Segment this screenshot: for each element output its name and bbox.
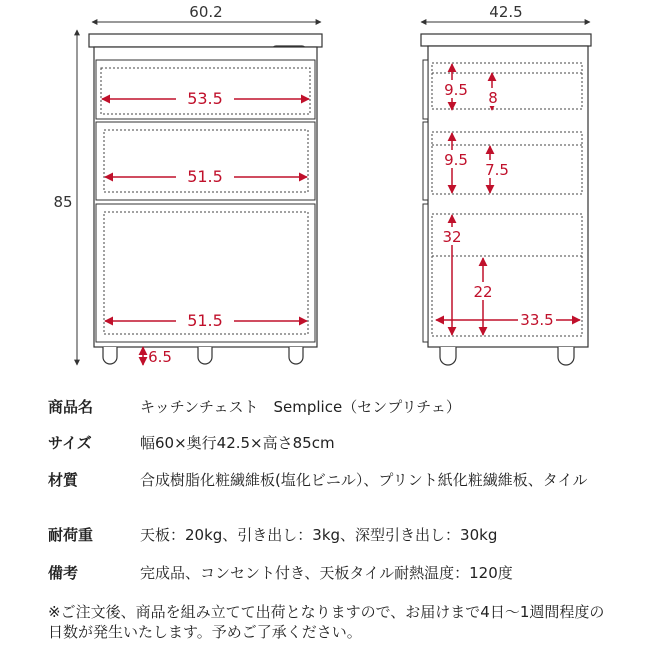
spec-label: サイズ	[48, 434, 92, 452]
side-d1-outer-label: 9.5	[444, 81, 468, 99]
front-d1-label: 53.5	[187, 89, 223, 108]
side-depth-label: 42.5	[489, 3, 523, 21]
side-view	[421, 3, 591, 365]
front-view	[53, 3, 322, 366]
front-caster-right	[289, 347, 303, 364]
spec-label: 材質	[48, 471, 79, 489]
side-inner-depth-label: 33.5	[520, 311, 554, 329]
spec-label: 耐荷重	[48, 526, 94, 544]
side-caster-left	[440, 347, 456, 365]
front-d3-label: 51.5	[187, 311, 223, 330]
side-d1-inner-label: 8	[488, 89, 498, 107]
side-d3-inner-label: 22	[473, 283, 493, 301]
side-caster-right	[558, 347, 574, 365]
front-drawer-2	[96, 122, 315, 200]
side-front-edge-3	[423, 204, 428, 342]
side-d3-outer-label: 32	[442, 228, 462, 246]
side-d2-inner-label: 7.5	[485, 161, 509, 179]
spec-label: 備考	[48, 564, 79, 582]
spec-value: キッチンチェスト Semplice（センプリチェ）	[140, 398, 461, 416]
side-d2-outer-label: 9.5	[444, 151, 468, 169]
side-front-edge-2	[423, 122, 428, 200]
spec-value: 幅60×奥行42.5×高さ85cm	[140, 434, 335, 452]
front-caster-mid	[198, 347, 212, 364]
front-d2-label: 51.5	[187, 167, 223, 186]
front-top-board	[89, 34, 322, 47]
side-top-board	[421, 34, 591, 46]
front-caster-left	[103, 347, 117, 364]
front-caster-label: 6.5	[148, 348, 172, 366]
spec-label: 商品名	[48, 398, 94, 416]
side-front-edge-1	[423, 60, 428, 119]
spec-value: 天板：20kg、引き出し：3kg、深型引き出し：30kg	[140, 526, 498, 544]
front-height-label: 85	[53, 193, 73, 211]
delivery-note: ※ご注文後、商品を組み立てて出荷となりますので、お届けまで4日〜1週間程度の日数が発生いたします。予めご了承ください。	[48, 603, 605, 641]
front-width-label: 60.2	[189, 3, 223, 21]
spec-value: 完成品、コンセント付き、天板タイル耐熱温度：120度	[140, 564, 513, 582]
spec-value: 合成樹脂化粧繊維板(塩化ビニル）、プリント紙化粧繊維板、タイル	[140, 471, 588, 489]
